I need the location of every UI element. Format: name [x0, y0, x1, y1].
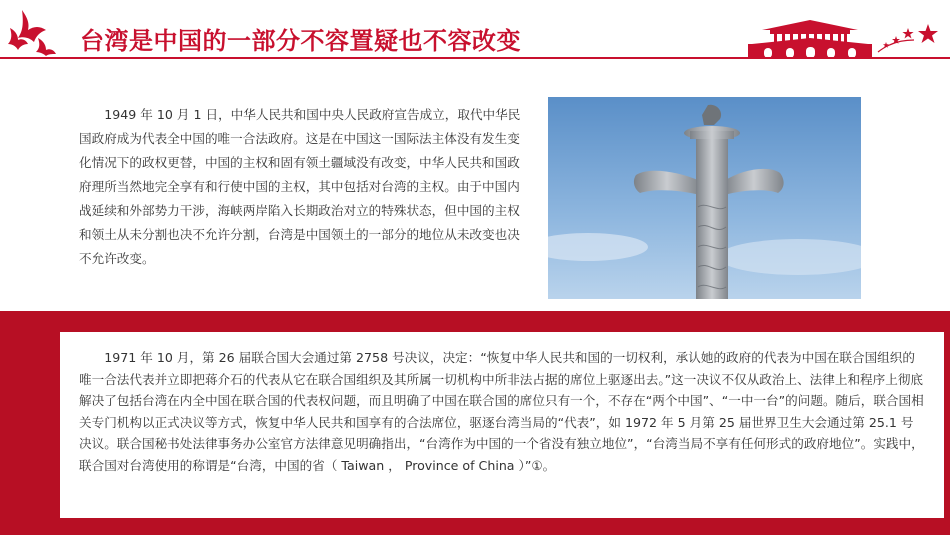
page-title: 台湾是中国的一部分不容置疑也不容改变	[80, 27, 521, 55]
intro-paragraph: 1949 年 10 月 1 日，中华人民共和国中央人民政府宣告成立，取代中华民国政府成为代表全中国的唯一合法政府。这是在中国这一国际法主体没有发生变化情况下的政权更替，中国的主权和固有领土疆域没有改变，中华人民共和国政府理所当然地完全享有和行使中国的主权，其中包括对台湾的主权。由于中国内战延续和外部势力干涉，海峡两岸陷入长期政治对立的特殊状态，但中国的主权和领土从未分割也决不允许分割，台湾是中国领土的一部分的地位从未改变也决不允许改变。	[79, 107, 521, 266]
doves-icon	[8, 4, 64, 56]
header-divider	[0, 57, 950, 59]
tiananmen-gate-icon	[744, 18, 876, 58]
huabiao-column-photo	[548, 97, 861, 299]
detail-paragraph: 1971 年 10 月，第 26 届联合国大会通过第 2758 号决议，决定：“恢复中华人民共和国的一切权利，承认她的政府的代表为中国在联合国组织的唯一合法代表并立即把蒋介石的代表从它在联合国组织及其所属一切机构中所非法占据的席位上驱逐出去。”这一决议不仅从政治上、法律上和程序上彻底解决了包括台湾在内全中国在联合国的代表权问题，而且明确了中国在联合国的席位只有一个，不存在“两个中国”、“一中一台”的问题。随后，联合国相关专门机构以正式决议等方式，恢复中华人民共和国享有的合法席位，驱逐台湾当局的“代表”，如 1972 年 5 月第 25 届世界卫生大会通过第 25.1 号决议。联合国秘书处法律事务办公室官方法律意见明确指出，“台湾作为中国的一个省没有独立地位”，“台湾当局不享有任何形式的政府地位”。实践中，联合国对台湾使用的称谓是“台湾，中国的省（ Taiwan ， Province of China ）”①。	[79, 350, 924, 473]
stars-icon	[874, 22, 944, 56]
